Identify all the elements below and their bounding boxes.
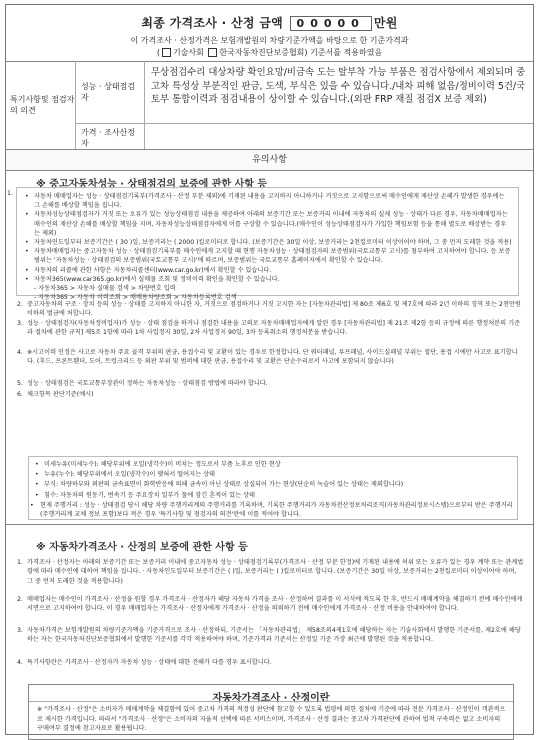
amount-box[interactable]: 00000	[290, 16, 372, 31]
price-warranty-section	[6, 524, 533, 736]
item1-box	[16, 187, 519, 302]
inspector-label: 성능 · 상태점검자	[76, 61, 145, 124]
list-item: 2. 중고자동차의 구조 · 장치 등의 성능 · 상태를 고지하지 아니한 자, 거짓으로 점검하거나 거짓 고지한 자는 [자동차관리법] 제 80조 제6호 및 제7호에 따라 2년 이하의 징역 또는 2천만원 이하의 벌금에 처합니다.	[17, 301, 521, 318]
section1-title: ※ 중고자동차성능 · 상태점검의 보증에 관한 사항 등	[36, 179, 268, 190]
list-item: • 자동차매매업자는 중고자동차 성능 · 상태점검기록부를 매수인에게 고지할 때 현행 자동차성능 · 상태점검자의 보증범위(국토교통부 고시)를 첨부하여 고지하여야 합니다. 등 보증범위는 '자동차성능 · 상태점검의 보증범위(국토교통부 고시)'에 따르며, 보증범위는 국토교통부 홈페이지에서 확인할 수 있습니다.	[25, 248, 511, 265]
price-appraisal-info-box	[28, 684, 514, 740]
opinion-table	[6, 61, 533, 149]
list-item: 2. 매매업자는 매수인이 가격조사 · 산정을 원할 경우 가격조사 · 산정자가 해당 자동차 가격을 조사 · 산정하여 결과를 이 서식에 적도록 한 후, 반드시 매매계약을 체결하기 전에 매수인에게 서면으로 고지하여야 합니다. 이 경우 매매업자는 가격조사 · 산정자에게 가격조사 · 산정을 의뢰하기 전에 매수인에게 가격조사 · 산정 비용을 안내하여야 합니다.	[17, 596, 523, 613]
sub-item: - 자동차365 > 자동차 이력조회 > 매매용차량조회 > 자동차등록번호 검색	[34, 294, 237, 302]
inspector-opinion-text: 무상점검수리 대상차량 확인요망/비금속 도는 탈부착 가능 부품은 점검사항에서 제외되며 중고차 특성상 부분적인 판금, 도색, 부식은 있을 수 있습니다./내차 피해 없음/정비이력 5건/국토부 통합이력과 점검내용이 상이할 수 있습니다.(외판 FRP 재질 점검X 보증 제외)	[145, 61, 533, 124]
amount-unit: 만원	[373, 16, 398, 30]
price-summary-header	[6, 5, 533, 62]
list-item: 6. 체크항목 판단기준(예시)	[17, 391, 94, 398]
section2-title: ※ 자동차가격조사 · 산정의 보증에 관한 사항 등	[36, 542, 248, 553]
list-item: 1. 가격조사 · 산정자는 아래의 보증기간 또는 보증거리 이내에 중고자동차 성능 · 상태점검기록부(가격조사 · 산정 부분 한정)에 기재된 내용에 허위 또는 오류가 있는 경우 계약 또는 관계법령에 따라 매수인에 대하여 책임을 집니다. · 자동차인도일부터 보증기간은 ( )일, 보증거리는 ( )킬로미터로 합니다. (보증기간은 30일 이상, 보증거리는 2천킬로미터 이상이어야 하며, 그 중 먼저 도래한 것을 적용합니다)	[17, 559, 524, 585]
list-item: • 자동차365(www.car365.go.kr)에서 실매물 조회 및 정비이력 확인을 확인할 수 있습니다.	[25, 275, 280, 283]
list-item: • 자동차의 리콜에 관한 사항은 자동차리콜센터(www.car.go.kr)에서 확인할 수 있습니다.	[25, 266, 272, 274]
summary-title: 최종 가격조사 · 산정 금액	[141, 16, 284, 30]
sub-item: - 자동차365 > 자동차 실매물 검색 > 차량번호 입력	[34, 285, 176, 293]
inspection-record-page	[5, 4, 534, 735]
mileage-footnote: • 현재 주행거리 : 성능 · 상태점검 당시 해당 차량 주행거리계의 주행거리를 기록하며, 기록한 주행거리가 자동차전산정보처리조직(자동차관리정보시스템)으로부터 받은 주행거리(주행거리계 교체 정보 포함)보다 적은 경우 '특기사항 및 점검자의 의견'란에 이를 적어야 합니다.	[30, 502, 513, 518]
appraiser-label: 가격 · 조사산정자	[76, 124, 145, 149]
notice-title: 유의사항	[6, 149, 533, 171]
list-item: 3. 성능 · 상태점검자(자동차정비업자)가 성능 · 상태 점검을 하거나 점검한 내용을 고의로 자동차매매업자에게 알린 경우 [자동차관리법] 제 21조 제2항 등의 규정에 따른 행정처분의 기준과 절차에 관한 규칙] 제5조 1항에 따라 1차 사업정지 30일, 2차 사업정지 90일, 3차 등록취소의 행정처분을 받습니다.	[17, 320, 521, 337]
summary-subtitle: 이 가격조사 · 산정가격은 보험개발원의 차량기준가액을 바탕으로 한 기준가격과	[130, 36, 409, 45]
standard-options: ( 기술사회 한국자동차진단보증협회) 기준서를 적용하였음	[156, 48, 383, 57]
checkbox-tech-society[interactable]	[162, 48, 171, 57]
list-item: 5. 성능 · 상태점검은 국토교통부장관이 정하는 자동차성능 · 상태점검 방법에 따라야 합니다.	[17, 380, 268, 387]
item-number: 1.	[7, 190, 13, 197]
list-item: • 미세누유(미세누수): 해당부위에 오일(냉각수)이 비치는 정도로서 부품 노후로 인한 현상	[35, 461, 281, 468]
list-item: • 침수: 자동차의 원동기, 변속기 등 주요장치 일부가 물에 잠긴 흔적이 있는 상태	[35, 491, 255, 499]
list-item: • 누유(누수): 해당부위에서 오일(냉각수)이 맺혀서 떨어지는 상태	[35, 471, 216, 479]
info-box-text: ※ "가격조사 · 산정"은 소비자가 매매계약을 체결함에 있어 중고차 가격의 적정성 판단에 참고할 수 있도록 법령에 의한 절차에 기준에 따라 전문 가격조사 · 산정인이 객관적으로 제시한 가격입니다. 따라서 "가격조사 · 산정"은 소비자의 자율적 선택에 따른 서비스이며, 가격조사 · 산정 결과는 중고차 가격판단에 관하여 법적 구속력은 없고 소비자의 구매여부 결정에 참고자료로 활용됩니다.	[37, 706, 506, 732]
list-item: • 자동차인도일부터 보증기간은 ( 30 )일, 보증거리는 ( 2000 )킬로미터로 합니다. (보증기간은 30일 이상, 보증거리는 2천킬로미터 이상이어야 하며, 그 중 먼저 도래한 것을 적용)	[25, 239, 512, 247]
performance-warranty-section	[6, 169, 533, 525]
list-item: • 자동차 매매업자는 성능 · 상태점검기록부(가격조사 · 산정 부분 제외)에 기재된 내용을 고지하지 아니하거나 거짓으로 고지함으로써 매수인에게 재산상 손해가 발생한 경우에는 그 손해를 배상할 책임을 집니다.	[25, 193, 505, 210]
list-item: • 자동차성능상태점검자가 거짓 또는 오류가 있는 성능상태점검 내용을 제공하여 아래의 보증기간 또는 보증거리 이내에 자동차의 실제 성능 · 상태가 다른 경우, 자동차매매업자는 매수인의 재산상 손해를 배상할 책임을 지며, 자동차성능상태점검자에게 이를 구상할 수 있습니다.(매수인이 성능상태점검자가 가입한 책임보험 등을 통해 별도로 배상받는 경우는 제외)	[25, 211, 508, 237]
info-box-title: 자동차가격조사 · 산정이란	[212, 693, 330, 704]
checkbox-kadwa[interactable]	[208, 48, 217, 57]
list-item: • 부식: 차량하부와 외판의 금속표면이 화학반응에 의해 금속이 아닌 상태로 상실되어 가는 현상(단순히 녹슬어 있는 상태는 제외합니다)	[35, 481, 404, 489]
list-item: 4. 특기사항란은 가격조사 · 산정자가 자동차 성능 · 상태에 대한 견해가 다를 경우 표시합니다.	[17, 659, 272, 666]
list-item: 3. 자동차가격은 보험개발원의 차량기준가액을 기준가격으로 조사 · 산정하되, 기준서는 「자동차관리법」 제58조의4제1호에 해당하는 자는 기술사회에서 발행한 기준서를, 제2호에 해당하는 자는 한국자동차진단보증협회에서 발행한 기준서를 각각 적용하여야 하며, 기준가격과 기준서는 산정일 기준 가장 최근에 발행된 것을 적용합니다.	[17, 627, 521, 644]
opinion-label: 특기사항및 점검자의 의견	[6, 61, 76, 149]
list-item: 4. ※시고이력 인정은 사고로 자동차 주요 골격 부위의 판금, 용접수리 및 교환이 있는 경우로 한정합니다. 단 쿼터패널, 루프패널, 사이드실패널 부위는 절단, 용접 시에만 사고로 표기합니다. (후드, 프론트휀더, 도어, 트렁크리드 등 외판 부위 및 범퍼에 대한 판금, 용접수리 및 교환은 단순수리로서 사고에 포함되지 않습니다)	[17, 349, 518, 366]
